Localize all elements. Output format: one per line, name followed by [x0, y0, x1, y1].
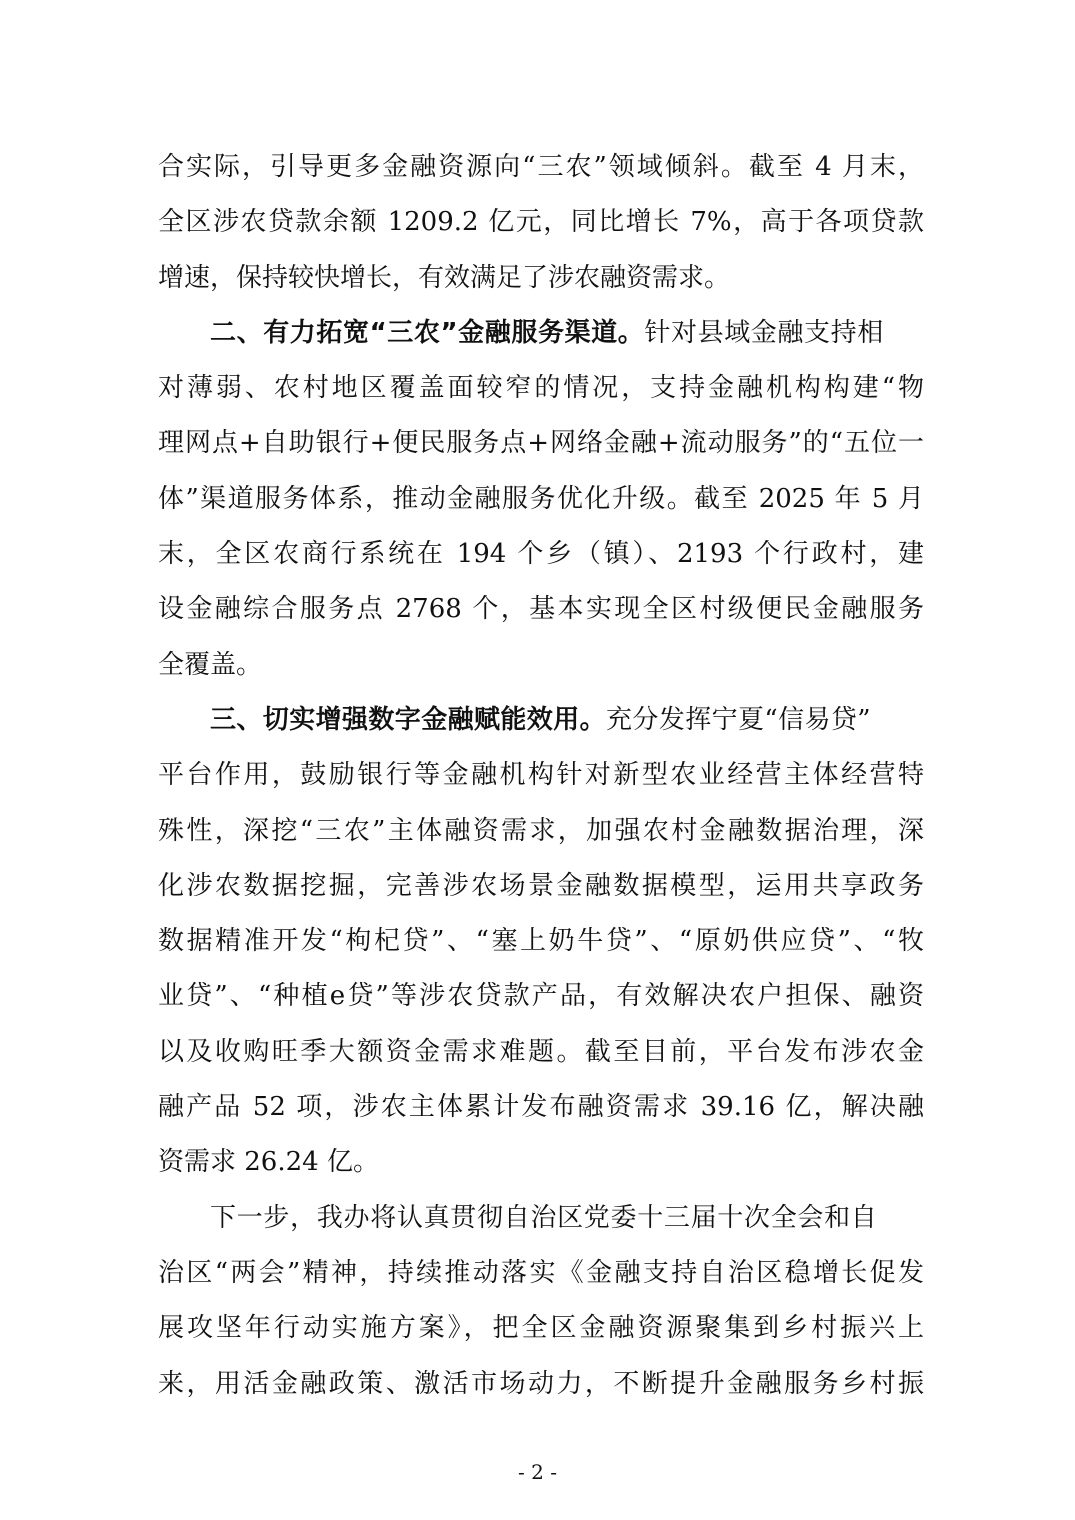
- text-line: 化涉农数据挖掘，完善涉农场景金融数据模型，运用共享政务: [158, 870, 924, 901]
- text-line: 末，全区农商行系统在 194 个乡（镇）、2193 个行政村，建: [158, 539, 924, 570]
- text-line: 全区涉农贷款余额 1209.2 亿元，同比增长 7%，高于各项贷款: [158, 207, 924, 238]
- text-line: 融产品 52 项，涉农主体累计发布融资需求 39.16 亿，解决融: [158, 1092, 924, 1123]
- paragraph-first-line: [158, 693, 924, 748]
- paragraph-first-line: 下一步，我办将认真贯彻自治区党委十三届十次全会和自: [210, 1202, 878, 1233]
- text-line: 合实际，引导更多金融资源向“三农”领域倾斜。截至 4 月末，: [158, 152, 924, 182]
- text-fragment: 针对县域金融支持相: [644, 317, 884, 348]
- text-line: 设金融综合服务点 2768 个，基本实现全区村级便民金融服务: [158, 594, 924, 625]
- text-line: 展攻坚年行动实施方案》，把全区金融资源聚集到乡村振兴上: [158, 1313, 924, 1344]
- text-line: 体”渠道服务体系，推动金融服务优化升级。截至 2025 年 5 月: [158, 483, 924, 514]
- text-fragment: 充分发挥宁夏“信易贷”: [606, 704, 871, 735]
- text-line: 业贷”、“种植e贷”等涉农贷款产品，有效解决农户担保、融资: [158, 981, 924, 1012]
- paragraph-first-line: [158, 306, 924, 361]
- text-line: 全覆盖。: [158, 649, 263, 680]
- text-line: 平台作用，鼓励银行等金融机构针对新型农业经营主体经营特: [158, 760, 924, 791]
- text-line: 理网点+自助银行+便民服务点+网络金融+流动服务”的“五位一: [158, 428, 924, 459]
- section-heading: 三、切实增强数字金融赋能效用。: [210, 704, 607, 735]
- section-heading: 二、有力拓宽“三农”金融服务渠道。: [210, 317, 645, 348]
- text-line: 数据精准开发“枸杞贷”、“塞上奶牛贷”、“原奶供应贷”、“牧: [158, 926, 924, 957]
- document-body: [158, 140, 924, 1412]
- text-line: 来，用活金融政策、激活市场动力，不断提升金融服务乡村振: [158, 1368, 924, 1399]
- text-line: 增速，保持较快增长，有效满足了涉农融资需求。: [158, 262, 731, 293]
- text-line: 以及收购旺季大额资金需求难题。截至目前，平台发布涉农金: [158, 1036, 924, 1067]
- text-line: 对薄弱、农村地区覆盖面较窄的情况，支持金融机构构建“物: [158, 373, 924, 404]
- text-line: 资需求 26.24 亿。: [158, 1147, 379, 1178]
- text-line: 治区“两会”精神，持续推动落实《金融支持自治区稳增长促发: [158, 1257, 924, 1288]
- text-line: 殊性，深挖“三农”主体融资需求，加强农村金融数据治理，深: [158, 815, 924, 846]
- page-number: - 2 -: [518, 1460, 557, 1484]
